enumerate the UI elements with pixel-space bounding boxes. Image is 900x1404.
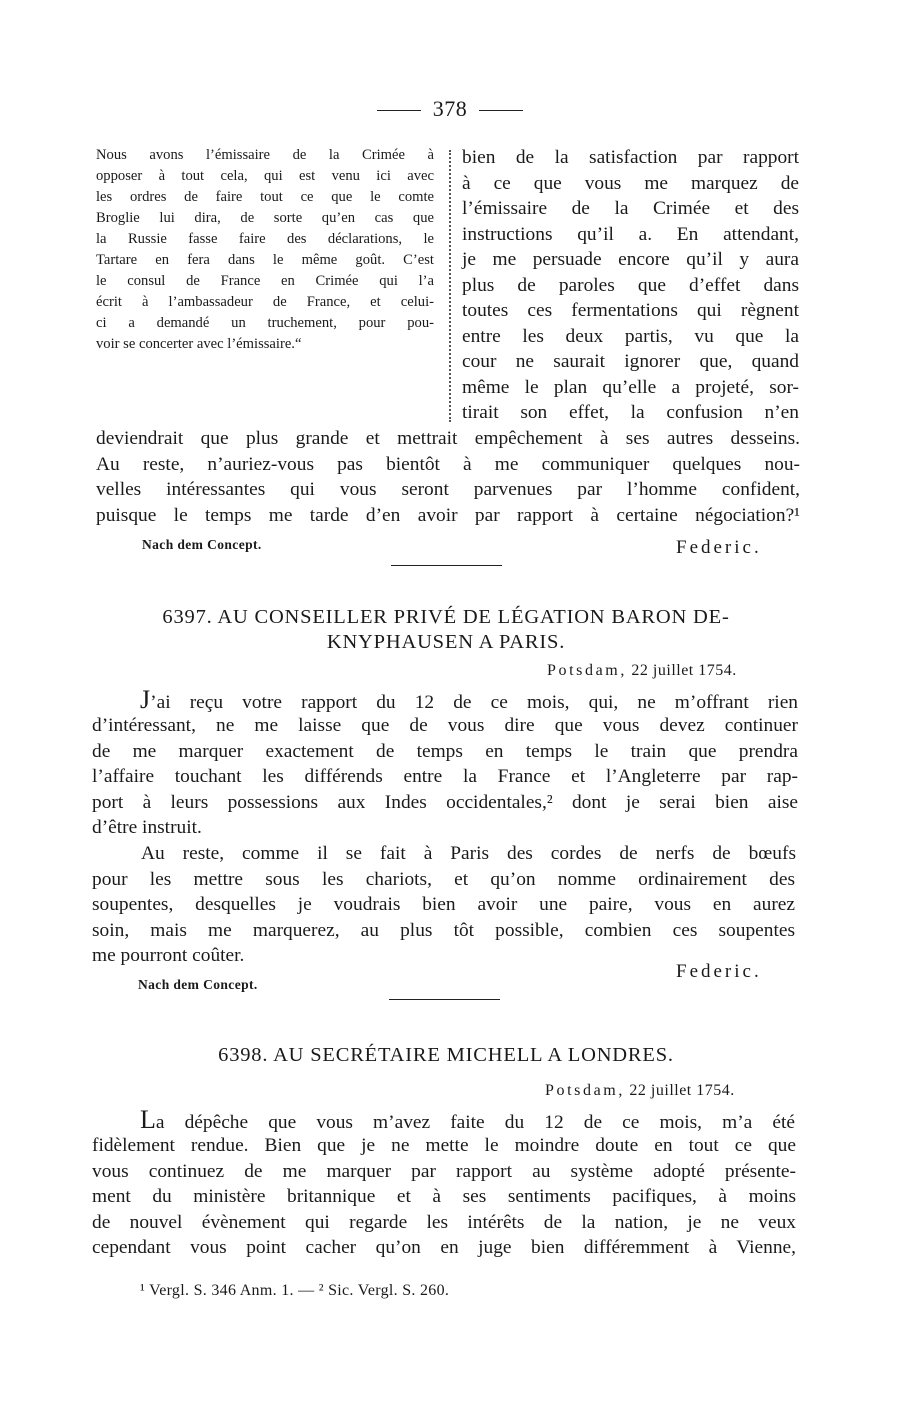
letter-heading: 6398. AU SECRÉTAIRE MICHELL A LONDRES. [218, 1044, 674, 1066]
dateline-place: Potsdam, [545, 1082, 625, 1099]
body-line: je me persuade encore qu’il y aura [462, 249, 799, 270]
letter-heading: KNYPHAUSEN A PARIS. [326, 631, 566, 653]
drop-initial: L [140, 1105, 156, 1134]
body-line: velles intéressantes qui vous seront parvenues par l’homme confident, [96, 479, 800, 500]
body-line: puisque le temps me tarde d’en avoir par rapport à certaine négociation?¹ [96, 504, 800, 526]
body-line: entre les deux partis, vu que la [462, 325, 799, 347]
body-line: plus de paroles que d’effet dans [462, 274, 799, 296]
body-line: l’émissaire de la Crimée et des [462, 198, 799, 219]
body-line: l’affaire touchant les différends entre la France et l’Angleterre par rap- [92, 766, 798, 787]
body-line: instructions qu’il a. En attendant, [462, 223, 799, 245]
note-line: Broglie lui dira, de sorte qu’en cas que [96, 210, 434, 226]
body-line: port à leurs possessions aux Indes occidentales,² dont je serai bien aise [92, 791, 798, 813]
signature: Federic. [676, 537, 762, 558]
dateline-place: Potsdam, [547, 662, 627, 679]
body-line: fidèlement rendue. Bien que je ne mette le moindre doute en tout ce que [92, 1135, 796, 1156]
body-line-text: ’ai reçu votre rapport du 12 de ce mois, qui, ne m’offrant rien [150, 692, 798, 713]
dateline-date: 22 juillet 1754. [631, 662, 737, 679]
body-line: ment du ministère britannique et à ses sentiments pacifiques, à moins [92, 1186, 796, 1207]
body-line: soupentes, desquelles je voudrais bien avoir une paire, vous en aurez [92, 894, 795, 915]
body-line: Au reste, n’auriez-vous pas bientôt à me communiquer quelques nou- [96, 453, 800, 475]
body-line: me pourront coûter. [92, 945, 245, 966]
note-line: opposer à tout cela, qui est venu ici avec [96, 168, 434, 184]
body-line: d’être instruit. [92, 817, 202, 838]
section-divider [389, 999, 500, 1000]
source-note: Nach dem Concept. [138, 977, 258, 992]
body-line [140, 1107, 795, 1136]
body-line: cependant vous point cacher qu’on en juge bien différemment à Vienne, [92, 1237, 796, 1258]
drop-initial: J [140, 685, 151, 714]
body-line: même le plan qu’elle a projeté, sor- [462, 376, 799, 398]
body-line: d’intéressant, ne me laisse que de vous dire que vous devez continuer [92, 715, 798, 736]
body-line: soin, mais me marquerez, au plus tôt possible, combien ces soupentes [92, 919, 795, 941]
note-line: le consul de France en Crimée qui l’a [96, 273, 434, 289]
body-line [140, 687, 798, 716]
body-line: Au reste, comme il se fait à Paris des cordes de nerfs de bœufs [141, 843, 796, 864]
body-line: de nouvel évènement qui regarde les intérêts de la nation, je ne veux [92, 1211, 796, 1233]
note-line: Nous avons l’émissaire de la Crimée à [96, 147, 434, 163]
body-line-text: a dépêche que vous m’avez faite du 12 de ce mois, m’a été [155, 1112, 795, 1133]
body-line: tirait son effet, la confusion n’en [462, 402, 799, 423]
section-divider [391, 565, 502, 566]
signature: Federic. [676, 961, 762, 982]
body-line: pour les mettre sous les chariots, et qu’on nomme ordinairement des [92, 868, 795, 890]
body-line: toutes ces fermentations qui règnent [462, 300, 799, 321]
dateline [545, 1082, 735, 1100]
source-note: Nach dem Concept. [142, 537, 262, 552]
body-line: vous continuez de me marquer par rapport au système adopté présente- [92, 1160, 796, 1182]
page-number: 378 [0, 96, 900, 122]
note-line: ci a demandé un truchement, pour pou- [96, 315, 434, 331]
body-line: à ce que vous me marquez de [462, 172, 799, 194]
body-line: de me marquer exactement de temps en temps le train que prendra [92, 740, 798, 762]
body-line: bien de la satisfaction par rapport [462, 147, 799, 168]
note-line: écrit à l’ambassadeur de France, et celui- [96, 294, 434, 310]
dateline-date: 22 juillet 1754. [629, 1082, 735, 1099]
note-line: la Russie fasse faire des déclarations, le [96, 231, 434, 247]
dateline [547, 662, 737, 680]
body-line: deviendrait que plus grande et mettrait empêchement à ses autres desseins. [96, 428, 800, 449]
note-line: les ordres de faire tout ce que le comte [96, 189, 434, 205]
body-line: cour ne saurait ignorer que, quand [462, 351, 799, 372]
note-line: Tartare en fera dans le même goût. C’est [96, 252, 434, 268]
footnotes: ¹ Vergl. S. 346 Anm. 1. — ² Sic. Vergl. S. 260. [140, 1282, 450, 1299]
column-separator [449, 150, 451, 422]
letter-heading: 6397. AU CONSEILLER PRIVÉ DE LÉGATION BARON DE- [162, 606, 730, 628]
note-line: voir se concerter avec l’émissaire.“ [96, 336, 302, 352]
